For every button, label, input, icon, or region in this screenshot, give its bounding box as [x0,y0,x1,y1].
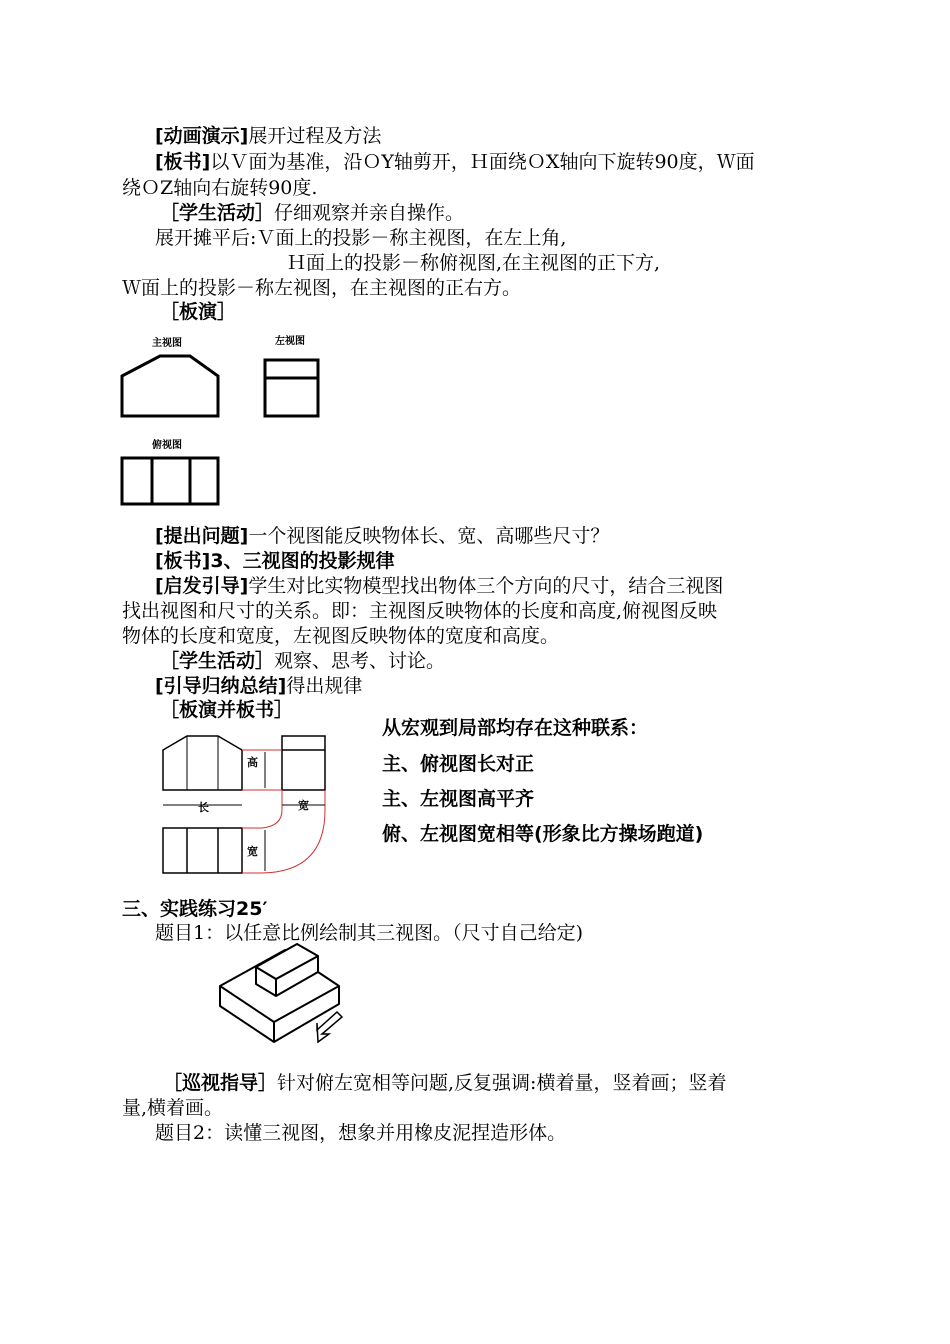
gao-label: 高 [247,756,258,769]
text: 针对俯左宽相等问题,反复强调:横着量，竖着画；竖着 [277,1072,727,1094]
kuan2-label: 宽 [247,845,258,858]
rule-height: 主、左视图高平齐 [382,788,535,810]
guide-line-2: 找出视图和尺寸的关系。即：主视图反映物体的长度和高度,俯视图反映 [122,600,718,622]
left-view-label: 左视图 [275,336,305,347]
text: 得出规律 [286,675,363,697]
text: 展开过程及方法 [248,125,382,147]
tag: [启发引导] [155,575,249,597]
text: 以Ｖ面为基准，沿ＯY轴剪开，Ｈ面绕ＯX轴向下旋转90度，Ｗ面 [210,151,755,173]
text: 学生对比实物模型找出物体三个方向的尺寸，结合三视图 [248,575,724,597]
rule-width: 俯、左视图宽相等(形象比方操场跑道) [382,823,704,845]
tag: [板书] [155,151,211,173]
text: 仔细观察并亲自操作。 [274,202,465,224]
board-rule-title: [板书]3、三视图的投影规律 [155,550,395,572]
rule-length: 主、俯视图长对正 [382,753,535,775]
question-2: 题目2：读懂三视图，想象并用橡皮泥捏造形体。 [155,1122,567,1144]
patrol-line [163,1071,726,1095]
rule-intro: 从宏观到局部均存在这种联系： [382,717,649,739]
tag: [提出问题] [155,525,249,547]
front-view-label: 主视图 [152,338,182,349]
tag: [动画演示] [155,125,249,147]
section-heading: 三、实践练习25′ [122,898,268,920]
unfold-h-line: Ｈ面上的投影－称俯视图,在主视图的正下方, [287,252,661,274]
kuan-label: 宽 [298,799,309,812]
tag: ［学生活动］ [160,650,275,672]
board-demo-write: ［板演并板书］ [160,699,294,721]
unfold-w-line: Ｗ面上的投影－称左视图，在主视图的正右方。 [122,277,522,299]
text: 观察、思考、讨论。 [274,650,446,672]
question-1: 题目1：以任意比例绘制其三视图。（尺寸自己给定) [155,922,584,944]
tag: ［巡视指导］ [163,1072,278,1094]
tag: ［学生活动］ [160,202,275,224]
board-demo-label: ［板演］ [160,301,237,323]
text: 一个视图能反映物体长、宽、高哪些尺寸？ [248,525,610,547]
unfold-line: 展开摊平后:Ｖ面上的投影－称主视图，在左上角, [155,227,567,249]
patrol-line-2: 量,横着画。 [122,1097,224,1119]
tag: [引导归纳总结] [155,675,287,697]
top-view-label: 俯视图 [152,440,182,451]
guide-line-3: 物体的长度和宽度，左视图反映物体的宽度和高度。 [122,625,560,647]
chang-label: 长 [198,801,209,814]
board-line-cont: 绕ＯZ轴向右旋转90度. [122,177,318,199]
